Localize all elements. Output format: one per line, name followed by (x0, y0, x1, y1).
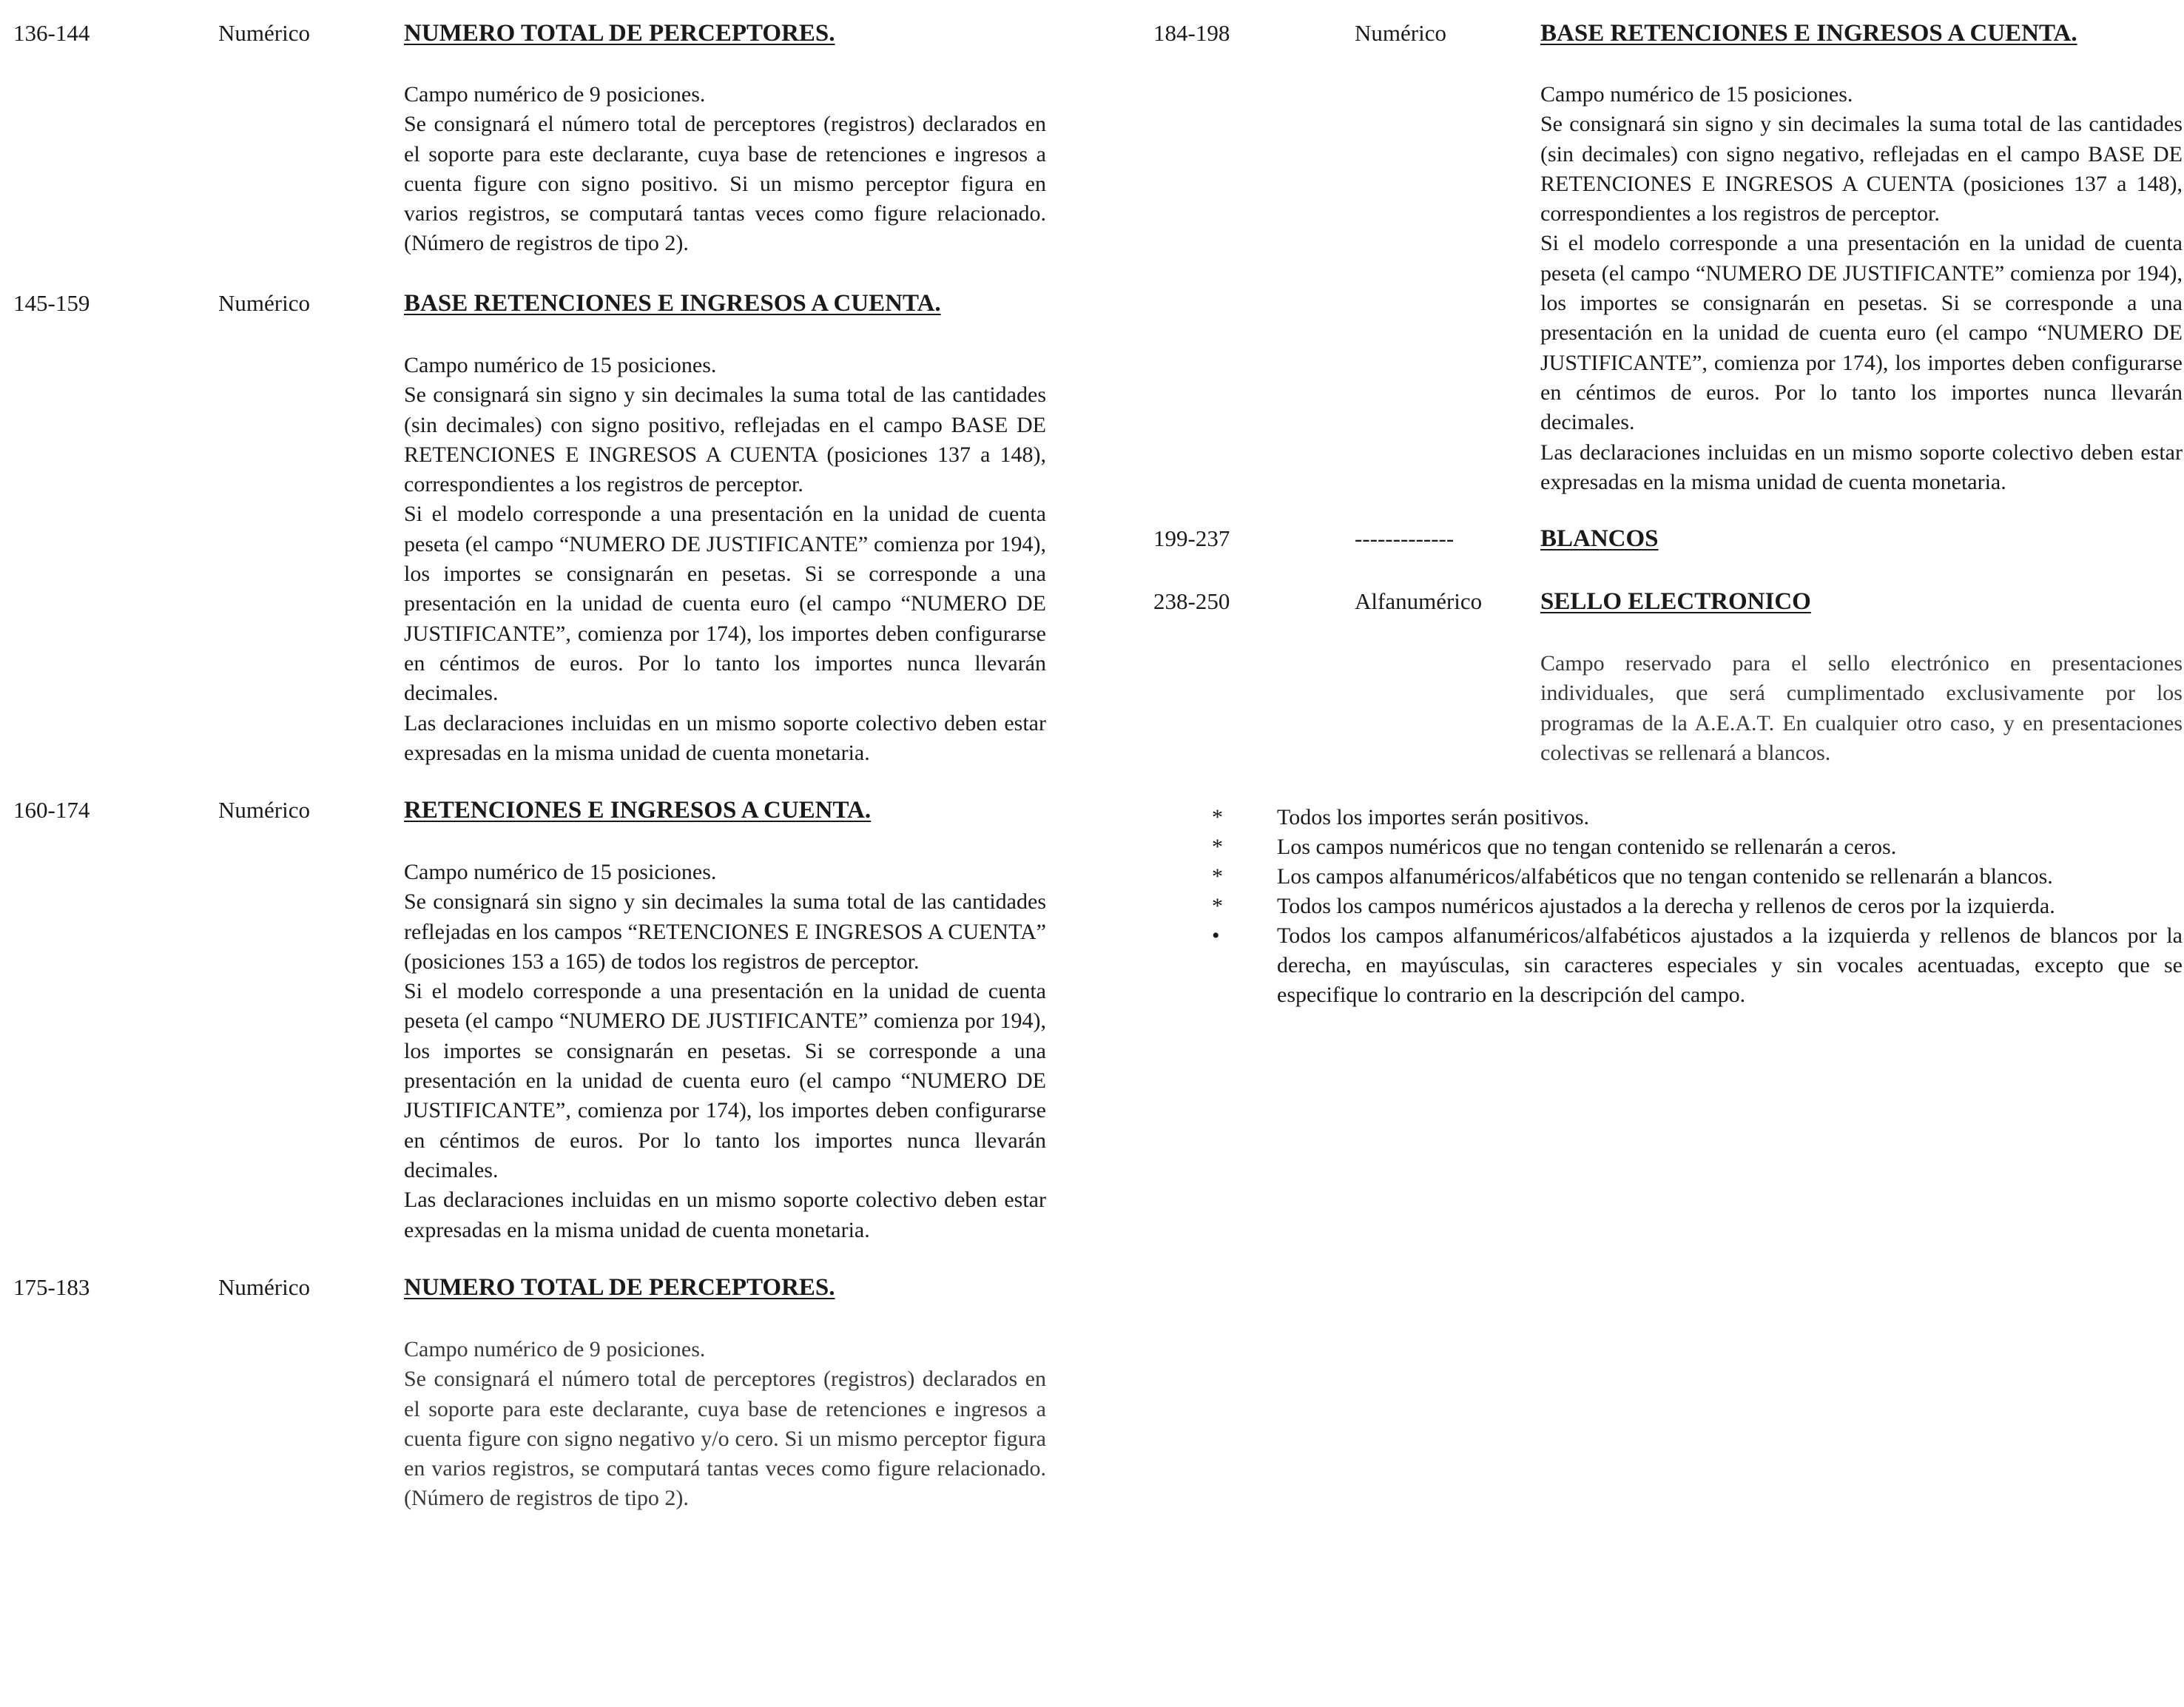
description-paragraph: Campo numérico de 9 posiciones. (404, 1337, 706, 1361)
field-title: SELLO ELECTRONICO (1540, 588, 1811, 615)
bullet-marker: * (1212, 835, 1223, 859)
field-positions: 145-159 (13, 290, 90, 316)
bullet-marker: * (1212, 805, 1223, 829)
field-title: BASE RETENCIONES E INGRESOS A CUENTA. (1540, 20, 2077, 47)
description-paragraph: Si el modelo corresponde a una presentación en la unidad de cuenta peseta (el campo “NUMERO DE JUSTIFICANTE” comienza por 194), los importes se consignarán en pesetas. Si se corresponde a una presentación en la unidad de cuenta euro (el campo “NUMERO DE JUSTIFICANTE”, comienza por 174), los importes deben configurarse en céntimos de euros. Por lo tanto los importes nunca llevarán decimales. (404, 502, 1046, 706)
note-text: Todos los campos numéricos ajustados a la derecha y rellenos de ceros por la izquierda. (1277, 894, 2055, 918)
field-type: Numérico (218, 290, 310, 316)
description-paragraph: Campo numérico de 9 posiciones. (404, 82, 706, 107)
field-type: ------------- (1355, 525, 1455, 551)
note-text: Los campos numéricos que no tengan contenido se rellenarán a ceros. (1277, 835, 1897, 859)
description-paragraph: Campo numérico de 15 posiciones. (404, 353, 717, 377)
list-item (1191, 803, 2183, 832)
description-paragraph: Campo numérico de 15 posiciones. (404, 860, 717, 884)
field-title: RETENCIONES E INGRESOS A CUENTA. (404, 797, 872, 824)
note-text: Los campos alfanuméricos/alfabéticos que no tengan contenido se rellenarán a blancos. (1277, 864, 2053, 889)
field-positions: 136-144 (13, 20, 90, 46)
description-paragraph: Si el modelo corresponde a una presentación en la unidad de cuenta peseta (el campo “NUMERO DE JUSTIFICANTE” comienza por 194), los importes se consignarán en pesetas. Si se corresponde a una presentación en la unidad de cuenta euro (el campo “NUMERO DE JUSTIFICANTE”, comienza por 174), los importes deben configurarse en céntimos de euros. Por lo tanto los importes nunca llevarán decimales. (1540, 231, 2183, 435)
field-description (404, 1335, 1046, 1514)
list-item (1191, 892, 2183, 921)
field-title: NUMERO TOTAL DE PERCEPTORES. (404, 1274, 835, 1301)
field-title: BLANCOS (1540, 525, 1659, 552)
list-item (1191, 862, 2183, 892)
description-paragraph: Las declaraciones incluidas en un mismo soporte colectivo deben estar expresadas en la misma unidad de cuenta monetaria. (404, 710, 1046, 765)
field-description (1540, 80, 2183, 497)
field-description (404, 858, 1046, 1245)
field-positions: 175-183 (13, 1274, 90, 1300)
general-notes-list (1191, 803, 2183, 1010)
field-positions: 184-198 (1153, 20, 1230, 46)
description-paragraph: Campo numérico de 15 posiciones. (1540, 82, 1853, 107)
field-description (1540, 649, 2183, 768)
field-description (404, 351, 1046, 768)
field-type: Numérico (218, 797, 310, 823)
field-type: Alfanumérico (1355, 588, 1483, 614)
field-title: BASE RETENCIONES E INGRESOS A CUENTA. (404, 290, 941, 317)
field-type: Numérico (218, 1274, 310, 1300)
note-text: Todos los importes serán positivos. (1277, 805, 1590, 829)
field-positions: 160-174 (13, 797, 90, 823)
note-text: Todos los campos alfanuméricos/alfabéticos ajustados a la izquierda y rellenos de blancos por la derecha, en mayúsculas, sin caracteres especiales y sin vocales acentuadas, excepto que se especifique lo contrario en la descripción del campo. (1277, 923, 2183, 1007)
description-paragraph: Campo reservado para el sello electrónico en presentaciones individuales, que será cumplimentado exclusivamente por los programas de la A.E.A.T. En cualquier otro caso, y en presentaciones colectivas se rellenará a blancos. (1540, 651, 2183, 765)
description-paragraph: Se consignará sin signo y sin decimales la suma total de las cantidades (sin decimales) con signo positivo, reflejadas en el campo BASE DE RETENCIONES E INGRESOS A CUENTA (posiciones 137 a 148), correspondientes a los registros de perceptor. (404, 383, 1046, 497)
bullet-marker: • (1212, 923, 1220, 948)
field-description (404, 80, 1046, 259)
description-paragraph: Se consignará sin signo y sin decimales la suma total de las cantidades (sin decimales) con signo negativo, reflejadas en el campo BASE DE RETENCIONES E INGRESOS A CUENTA (posiciones 137 a 148), correspondientes a los registros de perceptor. (1540, 112, 2183, 226)
description-paragraph: Si el modelo corresponde a una presentación en la unidad de cuenta peseta (el campo “NUMERO DE JUSTIFICANTE” comienza por 194), los importes se consignarán en pesetas. Si se corresponde a una presentación en la unidad de cuenta euro (el campo “NUMERO DE JUSTIFICANTE”, comienza por 174), los importes deben configurarse en céntimos de euros. Por lo tanto los importes nunca llevarán decimales. (404, 979, 1046, 1182)
list-item (1191, 832, 2183, 862)
description-paragraph: Las declaraciones incluidas en un mismo soporte colectivo deben estar expresadas en la misma unidad de cuenta monetaria. (1540, 440, 2183, 494)
description-paragraph: Se consignará sin signo y sin decimales la suma total de las cantidades reflejadas en los campos “RETENCIONES E INGRESOS A CUENTA” (posiciones 153 a 165) de todos los registros de perceptor. (404, 889, 1046, 974)
bullet-marker: * (1212, 864, 1223, 889)
description-paragraph: Las declaraciones incluidas en un mismo soporte colectivo deben estar expresadas en la misma unidad de cuenta monetaria. (404, 1188, 1046, 1242)
description-paragraph: Se consignará el número total de perceptores (registros) declarados en el soporte para este declarante, cuya base de retenciones e ingresos a cuenta figure con signo negativo y/o cero. Si un mismo perceptor figura en varios registros, se computará tantas veces como figure relacionado.(Número de registros de tipo 2). (404, 1367, 1046, 1511)
field-positions: 238-250 (1153, 588, 1230, 614)
description-paragraph: Se consignará el número total de perceptores (registros) declarados en el soporte para este declarante, cuya base de retenciones e ingresos a cuenta figure con signo positivo. Si un mismo perceptor figura en varios registros, se computará tantas veces como figure relacionado.(Número de registros de tipo 2). (404, 112, 1046, 256)
field-type: Numérico (218, 20, 310, 46)
field-positions: 199-237 (1153, 525, 1230, 551)
field-type: Numérico (1355, 20, 1446, 46)
list-item (1191, 921, 2183, 1010)
bullet-marker: * (1212, 894, 1223, 918)
field-title: NUMERO TOTAL DE PERCEPTORES. (404, 20, 835, 47)
